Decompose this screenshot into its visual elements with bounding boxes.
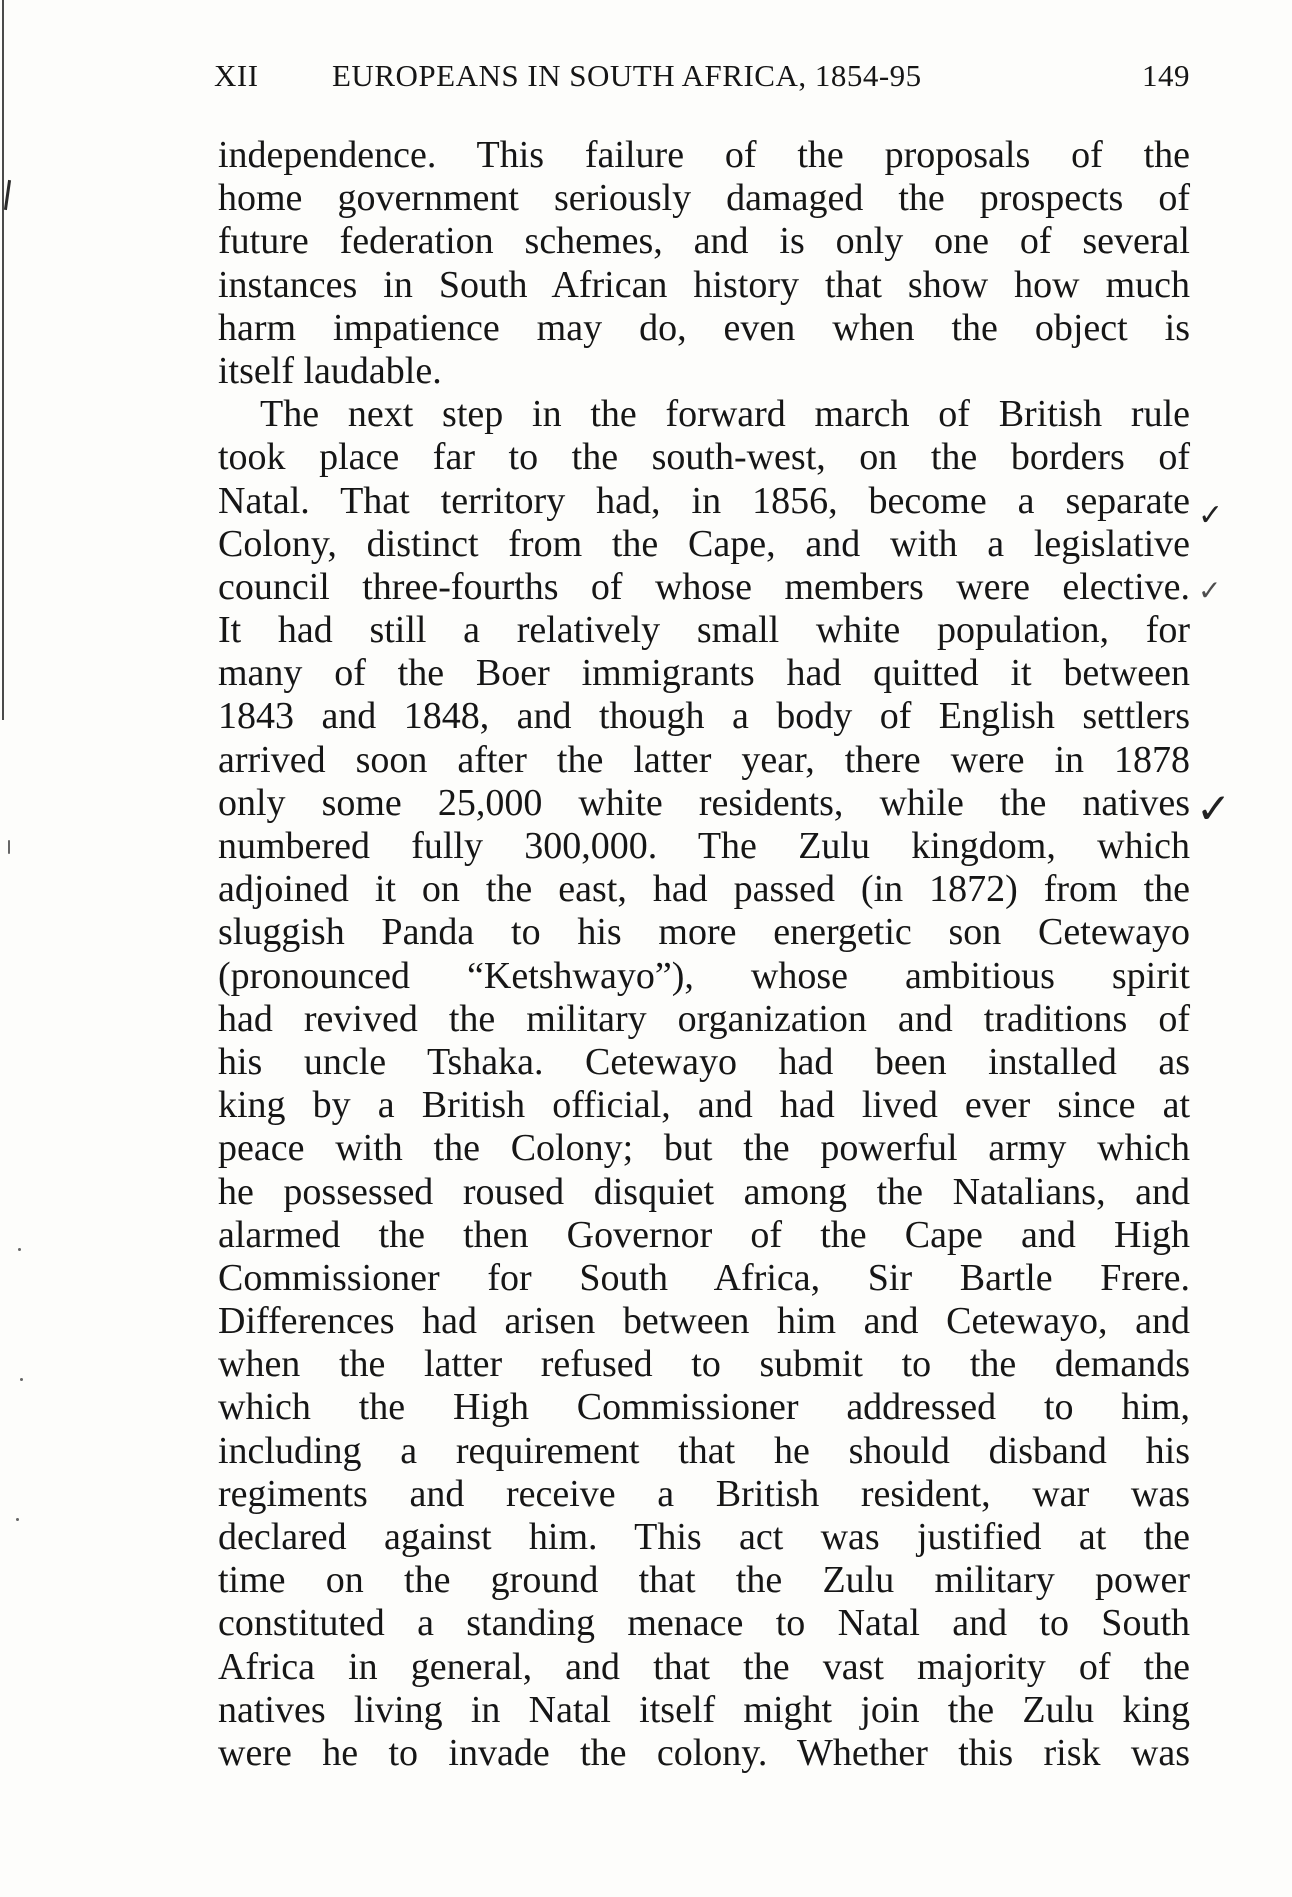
text-line: instances in South African history that show how much <box>218 263 1190 306</box>
text-line: arrived soon after the latter year, there were in 1878 <box>218 738 1190 781</box>
text-line: peace with the Colony; but the powerful army which <box>218 1127 1190 1170</box>
text-line: many of the Boer immigrants had quitted it between <box>218 652 1190 695</box>
text-line: home government seriously damaged the prospects of <box>218 177 1190 220</box>
text-line: time on the ground that the Zulu military power <box>218 1559 1190 1602</box>
scan-gutter-line <box>2 0 4 720</box>
text-line: took place far to the south-west, on the borders of <box>218 436 1190 479</box>
text-line: 1843 and 1848, and though a body of English settlers <box>218 695 1190 738</box>
text-line: which the High Commissioner addressed to him, <box>218 1386 1190 1429</box>
running-title: EUROPEANS IN SOUTH AFRICA, 1854-95 <box>332 58 922 93</box>
text-line: regiments and receive a British resident, war was <box>218 1472 1190 1515</box>
text-line: Differences had arisen between him and Cetewayo, and <box>218 1300 1190 1343</box>
text-line: he possessed roused disquiet among the Natalians, and <box>218 1170 1190 1213</box>
body-text <box>218 134 1190 1775</box>
chapter-number: XII <box>214 58 259 93</box>
text-line: including a requirement that he should disband his <box>218 1429 1190 1472</box>
text-line: Colony, distinct from the Cape, and with a legislative <box>218 522 1190 565</box>
scan-speck <box>16 1518 19 1521</box>
text-line: It had still a relatively small white population, for <box>218 609 1190 652</box>
text-line: his uncle Tshaka. Cetewayo had been installed as <box>218 1040 1190 1083</box>
text-line: sluggish Panda to his more energetic son Cetewayo <box>218 911 1190 954</box>
text-line: alarmed the then Governor of the Cape and High <box>218 1213 1190 1256</box>
text-line: Natal. That territory had, in 1856, become a separate <box>218 479 1190 522</box>
text-line: were he to invade the colony. Whether this risk was <box>218 1731 1190 1774</box>
text-line: adjoined it on the east, had passed (in 1872) from the <box>218 868 1190 911</box>
margin-check-mark: ✓ <box>1196 784 1232 833</box>
text-line: (pronounced “Ketshwayo”), whose ambitious spirit <box>218 954 1190 997</box>
margin-check-mark: ✓ <box>1198 574 1222 607</box>
text-line: The next step in the forward march of British rule <box>260 393 1190 436</box>
text-line: had revived the military organization and traditions of <box>218 997 1190 1040</box>
running-header <box>214 58 1190 102</box>
text-line: king by a British official, and had lived ever since at <box>218 1084 1190 1127</box>
text-line: future federation schemes, and is only one of several <box>218 220 1190 263</box>
scan-speck <box>18 1248 21 1251</box>
text-line: numbered fully 300,000. The Zulu kingdom, which <box>218 825 1190 867</box>
text-line: natives living in Natal itself might join the Zulu king <box>218 1688 1190 1731</box>
scan-speck <box>8 840 10 854</box>
scan-speck <box>20 1378 23 1381</box>
text-line: harm impatience may do, even when the object is <box>218 306 1190 349</box>
margin-check-mark: ✓ <box>1198 498 1224 533</box>
text-line: itself laudable. <box>218 349 442 392</box>
text-line: only some 25,000 white residents, while the natives <box>218 781 1190 824</box>
text-line: council three-fourths of whose members were elective. <box>218 565 1190 608</box>
text-line: constituted a standing menace to Natal and to South <box>218 1602 1190 1645</box>
text-line: declared against him. This act was justified at the <box>218 1516 1190 1558</box>
text-line: independence. This failure of the proposals of the <box>218 134 1190 176</box>
text-line: Africa in general, and that the vast majority of the <box>218 1645 1190 1688</box>
page-number: 149 <box>1142 58 1190 93</box>
scan-gutter-mark <box>4 180 11 210</box>
text-line: when the latter refused to submit to the demands <box>218 1343 1190 1386</box>
text-line: Commissioner for South Africa, Sir Bartle Frere. <box>218 1256 1190 1299</box>
